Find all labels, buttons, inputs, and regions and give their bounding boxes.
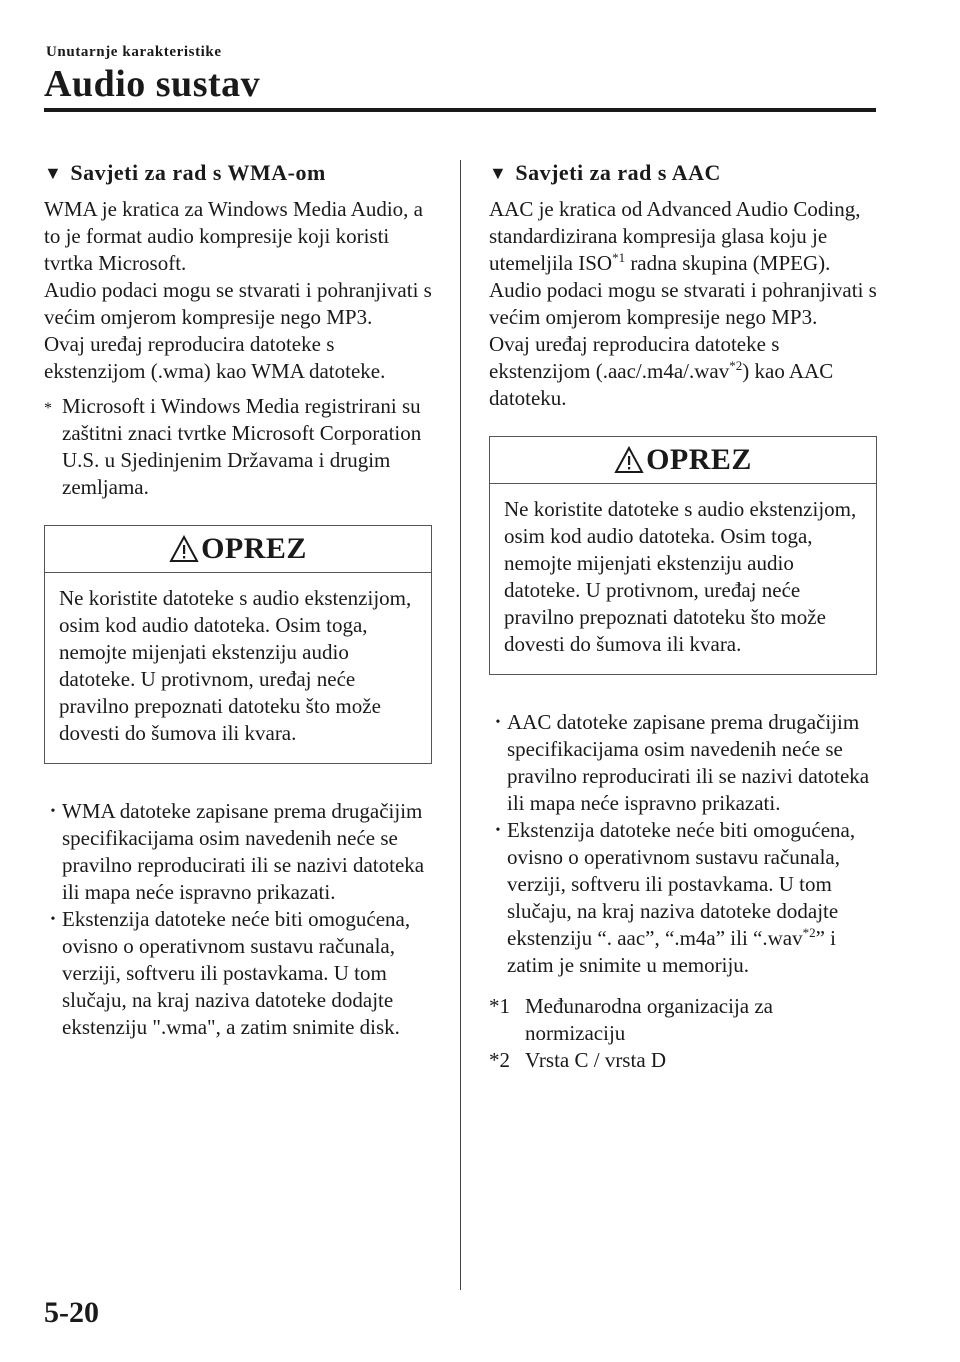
bullet-text-a: Ekstenzija datoteke neće biti omogućena, ovisno o operativnom sustavu računala, verziji, softveru ili postavkama. U tom slučaju, na kraj naziva datoteke dodajte ekstenziju “. aac”, “.m4a” ili “.wav (507, 818, 856, 950)
aac-para-2-b: ) kao AAC datoteku. (489, 359, 834, 410)
wma-trademark-note (44, 393, 432, 501)
footnote-label: *1 (489, 994, 510, 1018)
bullet-text: AAC datoteke zapisane prema drugačijim specifikacijama osim navedenih neće se pravilno reproducirati ili se nazivi datoteka ili mapa neće ispravno prikazati. (507, 710, 870, 815)
page-title: Audio sustav (44, 63, 261, 105)
bullet-text: Ekstenzija datoteke neće biti omogućena, ovisno o operativnom sustavu računala, verziji, softveru ili postavkama. U tom slučaju, na kraj naziva datoteke dodajte ekstenziju ".wma", a zatim snimite disk. (62, 907, 411, 1039)
caution-text: Ne koristite datoteke s audio ekstenzijom, osim kod audio datoteka. Osim toga, nemojte mijenjati ekstenziju audio datoteke. U protivnom, uređaj neće pravilno prepoznati datoteku što može dovesti do šumova ili kvara. (504, 497, 857, 656)
wma-para-2: Audio podaci mogu se stvarati i pohranjivati s većim omjerom kompresije nego MP3. (44, 278, 432, 329)
footnote-ref: *1 (612, 250, 626, 265)
caution-header (490, 437, 876, 484)
bullet-dot-icon: • (50, 804, 56, 819)
footnote-text: Međunarodna organizacija za normizaciju (525, 994, 773, 1045)
list-item (489, 817, 877, 979)
wma-heading-text: Savjeti za rad s WMA-om (70, 160, 326, 185)
bullet-text (507, 817, 877, 979)
wma-trademark-text: Microsoft i Windows Media registrirani su zaštitni znaci tvrtke Microsoft Corporation U.S. u Sjedinjenim Državama i drugim zemljama. (62, 394, 422, 499)
aac-bullets (489, 709, 877, 979)
aac-para-1-b: radna skupina (MPEG). Audio podaci mogu se stvarati i pohranjivati s većim omjerom kompresije nego MP3. (489, 251, 877, 329)
list-item (44, 906, 432, 1041)
column-divider (460, 160, 461, 1290)
list-item (489, 709, 877, 817)
aac-para-2 (489, 331, 877, 412)
aac-para-1-a: AAC je kratica od Advanced Audio Coding, standardizirana kompresija glasa koju je utemeljila ISO (489, 197, 861, 275)
left-column (44, 160, 432, 1041)
bullet-dot-icon: • (495, 823, 501, 838)
wma-para-1: WMA je kratica za Windows Media Audio, a to je format audio kompresije koji koristi tvrtka Microsoft. (44, 197, 424, 275)
wma-bullets (44, 798, 432, 1041)
aac-para-1 (489, 196, 877, 331)
bullet-dot-icon: • (50, 912, 56, 927)
right-column (489, 160, 877, 1074)
footnote-text: Vrsta C / vrsta D (525, 1048, 667, 1072)
triangle-down-icon: ▼ (44, 162, 63, 183)
footnote-ref: *2 (802, 925, 816, 940)
aac-heading-text: Savjeti za rad s AAC (515, 160, 721, 185)
page-number: 5-20 (44, 1296, 99, 1329)
footnote-ref: *2 (729, 358, 743, 373)
warning-triangle-icon (169, 535, 199, 563)
caution-title: OPREZ (646, 443, 752, 476)
warning-triangle-icon (614, 446, 644, 474)
caution-text: Ne koristite datoteke s audio ekstenzijom, osim kod audio datoteka. Osim toga, nemojte mijenjati ekstenziju audio datoteke. U protivnom, uređaj neće pravilno prepoznati datoteku što može dovesti do šumova ili kvara. (59, 586, 412, 745)
caution-header (45, 526, 431, 573)
aac-heading (489, 160, 877, 186)
list-item (44, 798, 432, 906)
footnote-2 (489, 1047, 877, 1074)
bullet-text: WMA datoteke zapisane prema drugačijim specifikacijama osim navedenih neće se pravilno reproducirati ili se nazivi datoteka ili mapa neće ispravno prikazati. (62, 799, 425, 904)
section-label: Unutarnje karakteristike (46, 44, 222, 60)
wma-caution-box (44, 525, 432, 764)
wma-para-3: Ovaj uređaj reproducira datoteke s ekstenzijom (.wma) kao WMA datoteke. (44, 332, 386, 383)
aac-para-2-a: Ovaj uređaj reproducira datoteke s ekstenzijom (.aac/.m4a/.wav (489, 332, 780, 383)
caution-title: OPREZ (201, 532, 307, 565)
bullet-dot-icon: • (495, 715, 501, 730)
header-rule (44, 108, 876, 112)
triangle-down-icon: ▼ (489, 162, 508, 183)
footnote-1 (489, 993, 877, 1047)
aac-caution-box (489, 436, 877, 675)
wma-heading (44, 160, 432, 186)
asterisk-mark: * (44, 400, 52, 417)
bullet-text-b: ” i zatim je snimite u memoriju. (507, 926, 837, 977)
footnote-label: *2 (489, 1048, 510, 1072)
